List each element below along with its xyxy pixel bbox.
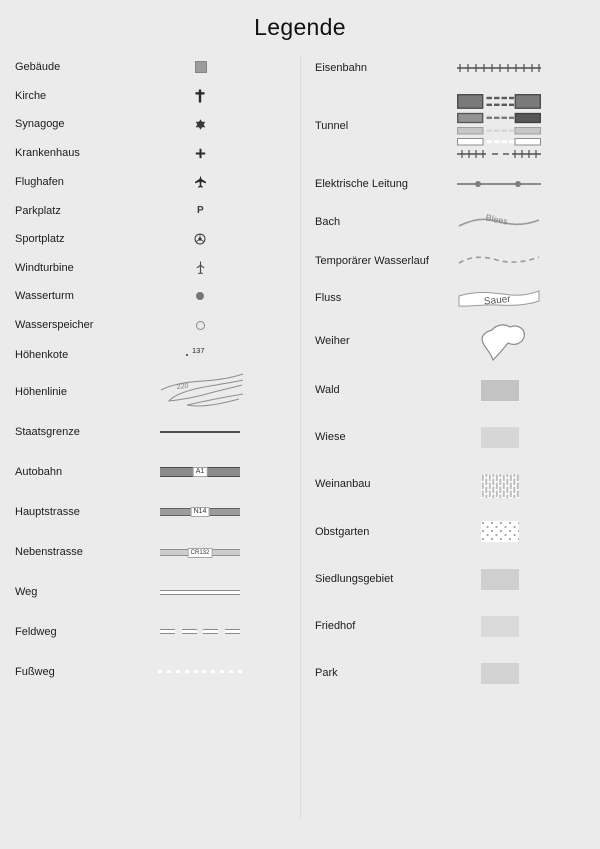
tunnel-variants-symbol	[457, 92, 541, 162]
state-border-symbol	[160, 431, 240, 433]
label-kirche: Kirche	[15, 90, 47, 102]
main-road-symbol	[160, 508, 240, 516]
park-swatch	[481, 663, 519, 684]
motorway-shield: A1	[193, 467, 208, 477]
label-nebenstrasse: Nebenstrasse	[15, 546, 83, 558]
wiese-swatch	[481, 427, 519, 448]
parking-icon: P	[197, 205, 204, 216]
label-sportplatz: Sportplatz	[15, 233, 65, 245]
airplane-icon	[194, 175, 207, 188]
label-synagoge: Synagoge	[15, 118, 65, 130]
power-line-symbol	[457, 179, 541, 189]
track-symbol	[160, 590, 240, 595]
label-temporaerer-wasserlauf: Temporärer Wasserlauf	[315, 255, 429, 267]
footpath-symbol	[158, 670, 242, 673]
label-siedlungsgebiet: Siedlungsgebiet	[315, 573, 394, 585]
label-hoehenkote: Höhenkote	[15, 349, 69, 361]
motorway-symbol	[160, 467, 240, 477]
river-name: Sauer	[483, 293, 512, 308]
label-friedhof: Friedhof	[315, 620, 356, 632]
hospital-plus-icon	[195, 148, 206, 159]
label-obstgarten: Obstgarten	[315, 526, 370, 538]
label-weinanbau: Weinanbau	[315, 478, 371, 490]
label-hauptstrasse: Hauptstrasse	[15, 506, 80, 518]
label-elektrische-leitung: Elektrische Leitung	[315, 178, 408, 190]
wald-swatch	[481, 380, 519, 401]
water-reservoir-icon	[196, 321, 205, 330]
siedlungsgebiet-swatch	[481, 569, 519, 590]
spot-height-symbol	[186, 346, 212, 358]
intermittent-stream-symbol	[457, 252, 541, 268]
label-feldweg: Feldweg	[15, 626, 57, 638]
label-staatsgrenze: Staatsgrenze	[15, 426, 80, 438]
spot-height-dot	[186, 354, 188, 356]
label-wald: Wald	[315, 384, 340, 396]
orchard-swatch	[481, 521, 519, 542]
label-weiher: Weiher	[315, 335, 350, 347]
secondary-road-shield: CR132	[188, 548, 213, 558]
label-hoehenlinie: Höhenlinie	[15, 386, 67, 398]
sports-ball-icon	[194, 233, 206, 245]
river-symbol	[457, 286, 541, 312]
column-divider	[300, 55, 301, 820]
label-parkplatz: Parkplatz	[15, 205, 61, 217]
label-tunnel: Tunnel	[315, 120, 349, 132]
stream-name: Blees	[484, 212, 509, 227]
stream-symbol	[457, 210, 541, 234]
water-tower-icon	[196, 292, 204, 300]
vineyard-swatch	[481, 474, 519, 498]
label-wasserturm: Wasserturm	[15, 290, 74, 302]
label-bach: Bach	[315, 216, 341, 228]
label-wiese: Wiese	[315, 431, 346, 443]
label-wasserspeicher: Wasserspeicher	[15, 319, 94, 331]
page-title: Legende	[254, 14, 346, 40]
label-park: Park	[315, 667, 338, 679]
label-fluss: Fluss	[315, 292, 342, 304]
railway-symbol	[457, 62, 541, 74]
wind-turbine-icon	[194, 261, 207, 274]
building-icon	[195, 61, 207, 73]
label-weg: Weg	[15, 586, 38, 598]
field-track-symbol	[160, 629, 240, 634]
secondary-road-symbol	[160, 549, 240, 556]
label-autobahn: Autobahn	[15, 466, 63, 478]
label-windturbine: Windturbine	[15, 262, 74, 274]
church-cross-icon	[194, 89, 206, 103]
main-road-shield: N14	[191, 507, 210, 517]
contour-value: 220	[176, 382, 189, 391]
friedhof-swatch	[481, 616, 519, 637]
star-of-david-icon	[195, 119, 206, 130]
label-krankenhaus: Krankenhaus	[15, 147, 80, 159]
contour-lines-symbol	[155, 370, 245, 415]
spot-height-value: 137	[192, 346, 205, 355]
label-gebaeude: Gebäude	[15, 61, 61, 73]
label-fussweg: Fußweg	[15, 666, 55, 678]
label-eisenbahn: Eisenbahn	[315, 62, 367, 74]
label-flughafen: Flughafen	[15, 176, 64, 188]
pond-symbol	[474, 322, 530, 364]
